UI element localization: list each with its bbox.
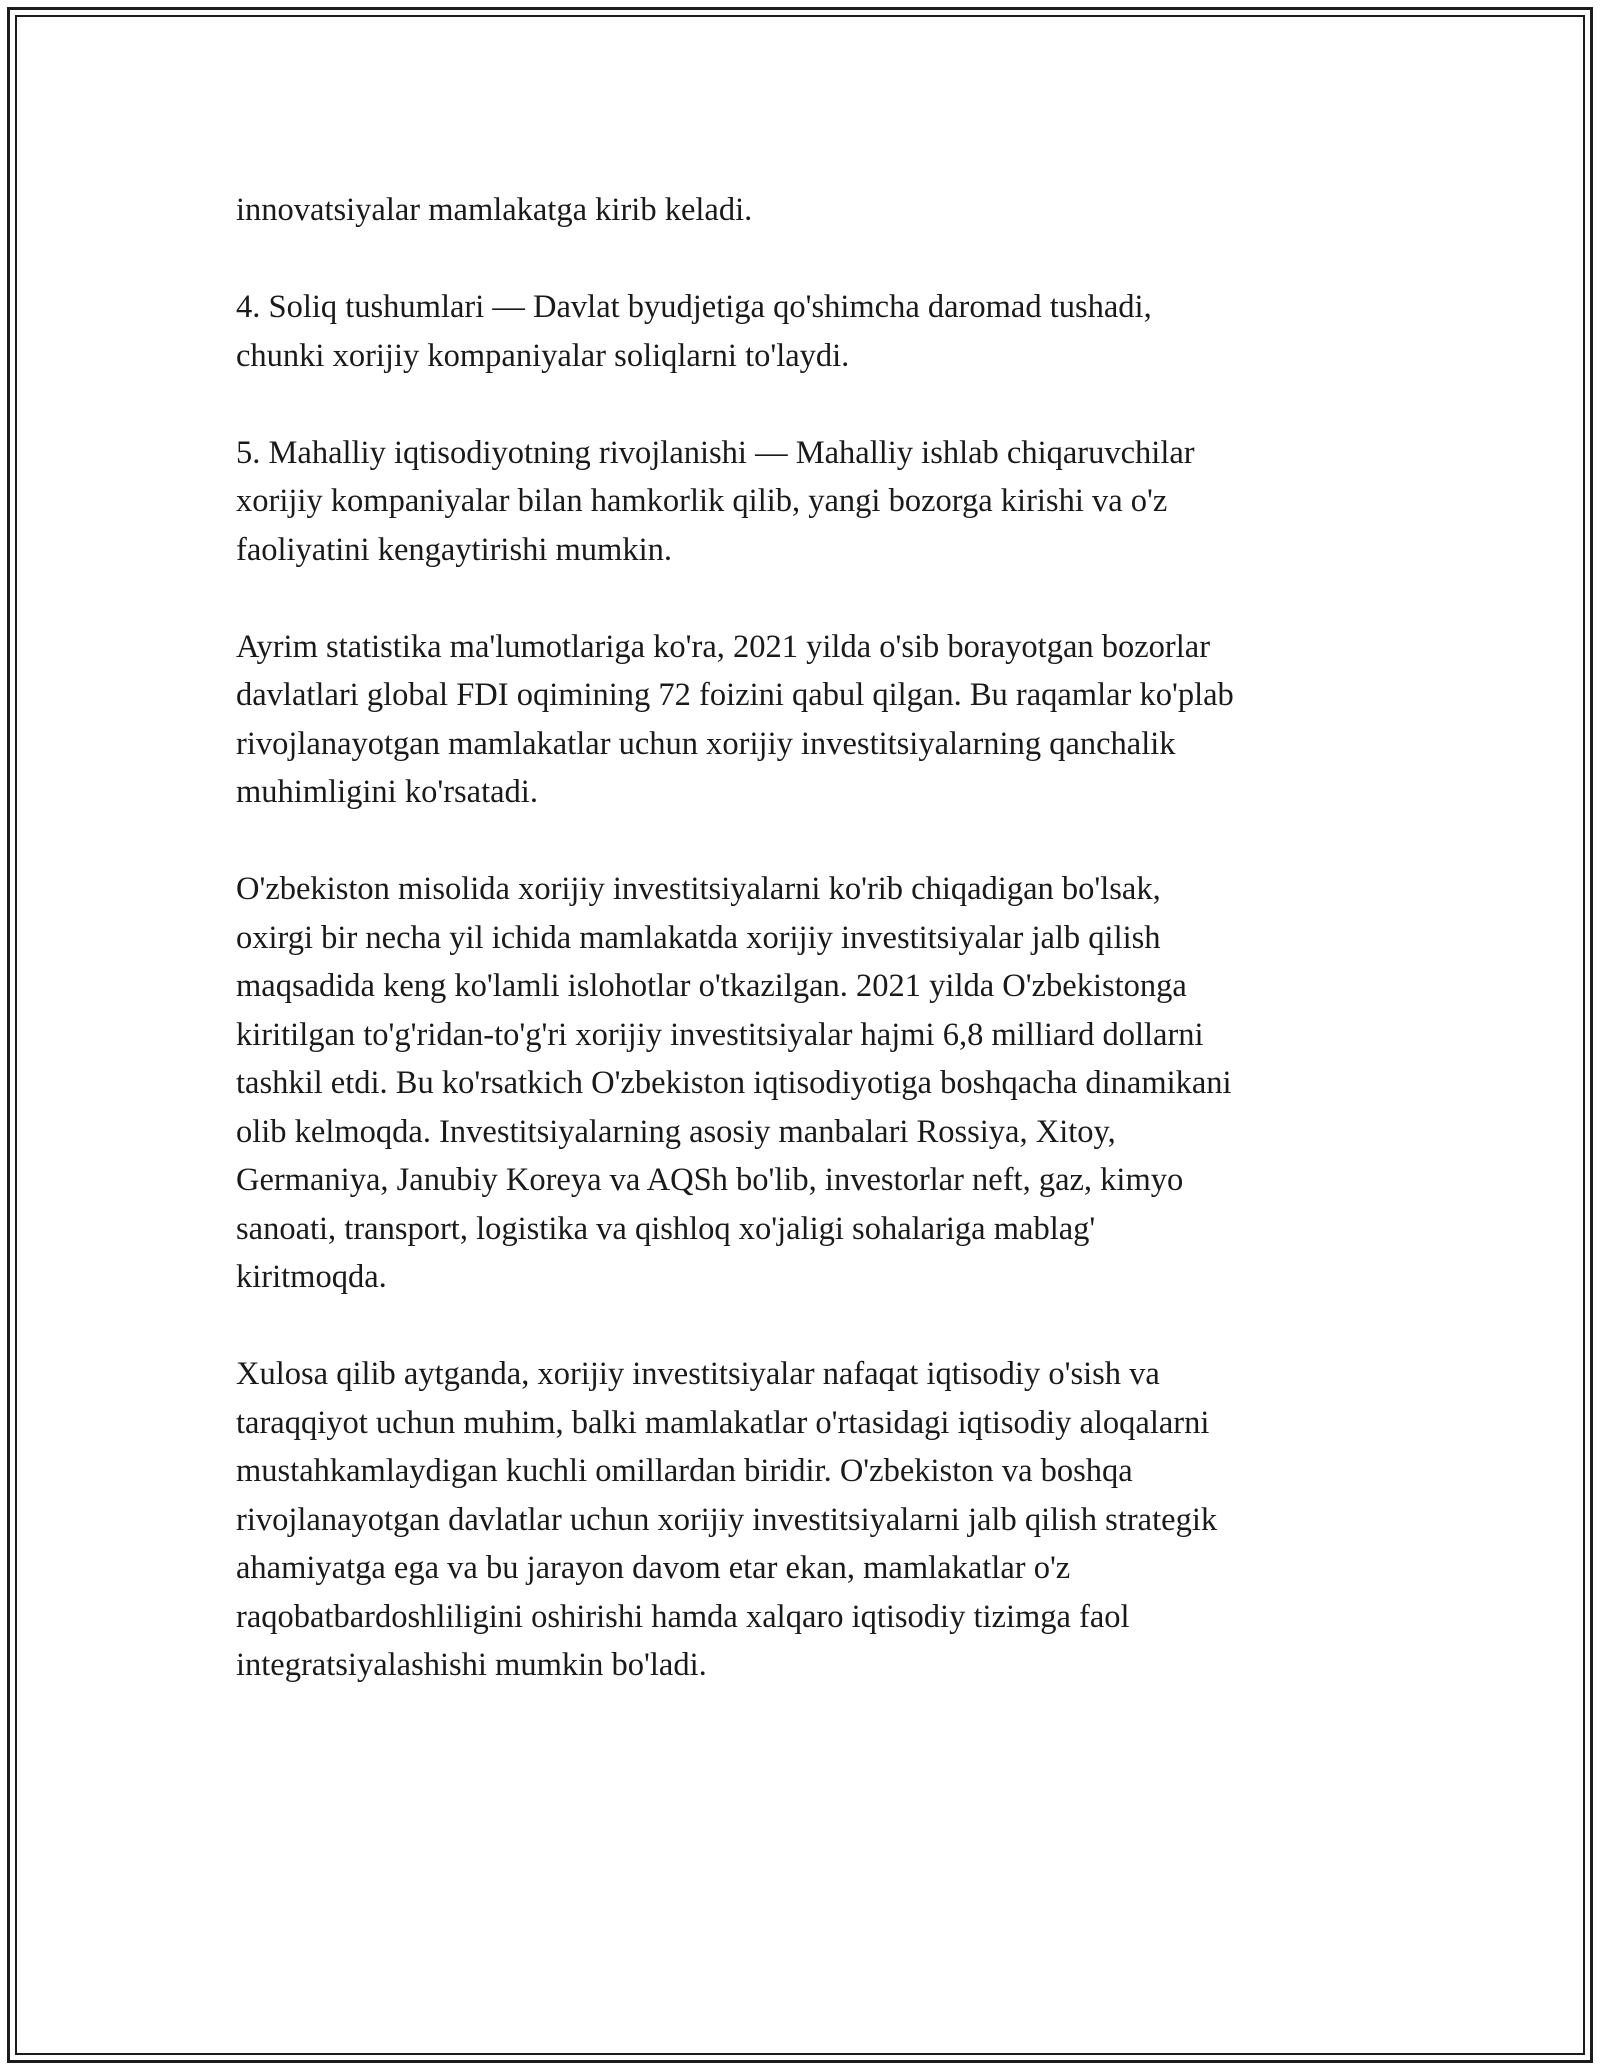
text-line: davlatlari global FDI oqimining 72 foizini qabul qilgan. Bu raqamlar ko'plab (236, 677, 1234, 713)
text-line: taraqqiyot uchun muhim, balki mamlakatlar o'rtasidagi iqtisodiy aloqalarni (236, 1404, 1210, 1441)
text-line: muhimligini ko'rsatadi. (236, 774, 538, 810)
paragraph-statistics (236, 623, 1366, 817)
text-line: Ayrim statistika ma'lumotlariga ko'ra, 2021 yilda o'sib borayotgan bozorlar (236, 628, 1211, 665)
text-line: mustahkamlaydigan kuchli omillardan biridir. O'zbekiston va boshqa (236, 1453, 1133, 1489)
text-line: 4. Soliq tushumlari — Davlat byudjetiga qo'shimcha daromad tushadi, (236, 289, 1152, 325)
paragraph-local-economy (236, 429, 1366, 575)
text-line: kiritmoqda. (236, 1259, 387, 1295)
paragraph-intro-fragment (236, 186, 1366, 235)
text-line: rivojlanayotgan mamlakatlar uchun xorijiy investitsiyalarning qanchalik (236, 725, 1176, 762)
document-body (236, 186, 1366, 1690)
text-line: faoliyatini kengaytirishi mumkin. (236, 531, 672, 568)
paragraph-uzbekistan-example (236, 865, 1366, 1302)
text-line: olib kelmoqda. Investitsiyalarning asosiy manbalari Rossiya, Xitoy, (236, 1113, 1116, 1150)
text-line: Germaniya, Janubiy Koreya va AQSh bo'lib, investorlar neft, gaz, kimyo (236, 1162, 1184, 1198)
text-line: 5. Mahalliy iqtisodiyotning rivojlanishi — Mahalliy ishlab chiqaruvchilar (236, 434, 1195, 471)
text-line: integratsiyalashishi mumkin bo'ladi. (236, 1647, 707, 1683)
text-line: O'zbekiston misolida xorijiy investitsiyalarni ko'rib chiqadigan bo'lsak, (236, 871, 1161, 907)
paragraph-tax-revenue (236, 283, 1366, 380)
text-line: tashkil etdi. Bu ko'rsatkich O'zbekiston iqtisodiyotiga boshqacha dinamikani (236, 1065, 1232, 1101)
text-line: oxirgi bir necha yil ichida mamlakatda xorijiy investitsiyalar jalb qilish (236, 919, 1161, 956)
paragraph-conclusion (236, 1350, 1366, 1690)
text-line: raqobatbardoshliligini oshirishi hamda xalqaro iqtisodiy tizimga faol (236, 1598, 1130, 1635)
text-line: Xulosa qilib aytganda, xorijiy investitsiyalar nafaqat iqtisodiy o'sish va (236, 1356, 1160, 1392)
text-line: rivojlanayotgan davlatlar uchun xorijiy investitsiyalarni jalb qilish strategik (236, 1501, 1218, 1538)
text-line: sanoati, transport, logistika va qishloq xo'jaligi sohalariga mablag' (236, 1210, 1096, 1247)
text-line: kiritilgan to'g'ridan-to'g'ri xorijiy investitsiyalar hajmi 6,8 milliard dollarni (236, 1016, 1204, 1053)
text-line: maqsadida keng ko'lamli islohotlar o'tkazilgan. 2021 yilda O'zbekistonga (236, 968, 1187, 1004)
text-line: xorijiy kompaniyalar bilan hamkorlik qilib, yangi bozorga kirishi va o'z (236, 483, 1168, 519)
text-line: chunki xorijiy kompaniyalar soliqlarni to'laydi. (236, 337, 850, 374)
text-line: ahamiyatga ega va bu jarayon davom etar ekan, mamlakatlar o'z (236, 1550, 1071, 1586)
text-line: innovatsiyalar mamlakatga kirib keladi. (236, 192, 753, 228)
